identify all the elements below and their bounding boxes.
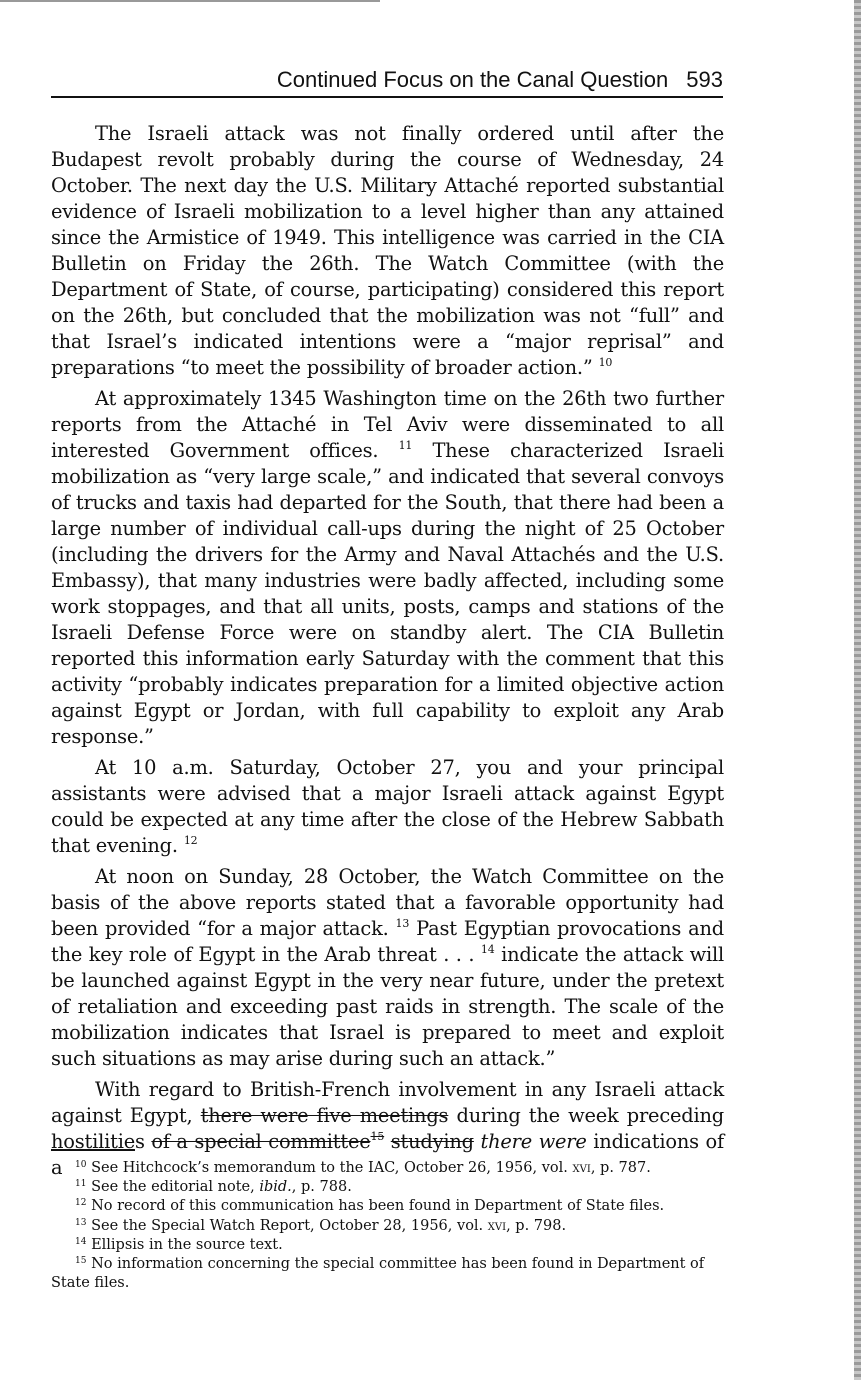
paragraph-text: indicate the attack will be launched against Egypt in the very near future, under the pretext of retaliation and exceeding past raids in strength. The scale of the mobilization indicates that Israel is prepared to meet and exploit such situations as may arise during such an attack.” <box>51 943 725 1070</box>
paragraph-4 <box>51 864 724 1072</box>
footnote-text: , p. 788. <box>291 1179 352 1196</box>
footnote-text: See Hitchcock’s memorandum to the IAC, October 26, 1956, vol. <box>91 1160 568 1176</box>
footnote-ref: 15 <box>370 1130 385 1143</box>
footnote-number: 15 <box>75 1256 87 1267</box>
volume-numeral: xvi <box>572 1160 591 1176</box>
footnote-number: 14 <box>75 1236 87 1247</box>
struck-text: studying <box>390 1130 474 1153</box>
page-number: 593 <box>686 67 723 92</box>
footnote-ref: 10 <box>598 356 613 369</box>
paragraph-text: At noon on Sunday, 28 October, the Watch Committee on the basis of the above reports stated that a favorable opportunity had been provided “for a major attack. <box>51 865 724 940</box>
footnote-number: 10 <box>75 1160 87 1170</box>
footnote-rule <box>51 1149 135 1151</box>
footnote-number: 13 <box>75 1217 87 1228</box>
running-title: Continued Focus on the Canal Question <box>276 67 669 92</box>
running-header <box>51 64 723 96</box>
footnote-text: See the Special Watch Report, October 28, 1956, vol. <box>91 1217 484 1234</box>
header-rule <box>51 96 723 98</box>
footnote-text: , p. 787. <box>590 1160 651 1176</box>
footnote-text: Ellipsis in the source text. <box>91 1236 283 1253</box>
footnote-ref: 11 <box>398 439 413 452</box>
struck-text: of a special committee <box>151 1130 371 1153</box>
footnote-number: 11 <box>75 1179 87 1190</box>
paragraph-text: With regard to British-French involvement in any Israeli attack against Egypt, <box>51 1078 724 1127</box>
footnote-ref: 13 <box>395 917 410 930</box>
paragraph-text: At approximately 1345 Washington time on the 26th two further reports from the Attaché in Tel Aviv were disseminated to all interested Government offices. <box>51 387 724 462</box>
scan-right-edge <box>854 0 861 1380</box>
footnote-italic: ibid. <box>259 1179 292 1196</box>
footnote-13 <box>51 1217 725 1236</box>
paragraph-3 <box>51 755 724 859</box>
paragraph-text: Past Egyptian provocations and the key role of Egypt in the Arab threat . . . <box>51 917 724 966</box>
body-text <box>51 121 724 1186</box>
footnote-text: No record of this communication has been found in Department of State files. <box>91 1198 665 1215</box>
footnote-text: , p. 798. <box>506 1217 567 1234</box>
paragraph-text: These characterized Israeli mobilization as “very large scale,” and indicated that several convoys of trucks and taxis had departed for the South, that there had been a large number of individual call-ups during the night of 25 October (including the drivers for the Army and Naval Attachés and the U.S. Embassy), that many industries were badly affected, including some work stoppages, and that all units, posts, camps and stations of the Israeli Defense Force were on standby alert. The CIA Bulletin reported this information early Saturday with the comment that this activity “probably indicates preparation for a limited objective action against Egypt or Jordan, with full capability to exploit any Arab response.” <box>51 439 724 748</box>
footnote-12 <box>51 1197 725 1216</box>
paragraph-text: indications of a <box>51 1130 724 1179</box>
scan-top-rule <box>0 0 380 2</box>
footnote-text: No information concerning the special committee has been found in Department of State files. <box>51 1256 705 1292</box>
footnotes <box>51 1159 725 1293</box>
struck-text: there were five meetings <box>200 1104 449 1127</box>
paragraph-2 <box>51 386 724 750</box>
paragraph-text: At 10 a.m. Saturday, October 27, you and your principal assistants were advised that a major Israeli attack against Egypt could be expected at any time after the close of the Hebrew Sabbath that evening. <box>51 756 724 857</box>
italic-insertion: there were <box>480 1130 587 1153</box>
paragraph-1 <box>51 121 724 381</box>
footnote-number: 12 <box>75 1198 87 1209</box>
volume-numeral: xvi <box>487 1217 507 1234</box>
footnote-14 <box>51 1236 725 1255</box>
footnote-11 <box>51 1178 725 1197</box>
footnote-10 <box>51 1159 725 1178</box>
footnote-ref: 12 <box>183 834 198 847</box>
footnote-ref: 14 <box>480 943 495 956</box>
paragraph-text: The Israeli attack was not finally ordered until after the Budapest revolt probably during the course of Wednesday, 24 October. The next day the U.S. Military Attaché reported substantial evidence of Israeli mobilization to a level higher than any attained since the Armistice of 1949. This intelligence was carried in the CIA Bulletin on Friday the 26th. The Watch Committee (with the Department of State, of course, participating) considered this report on the 26th, but concluded that the mobilization was not “full” and that Israel’s indicated intentions were a “major reprisal” and preparations “to meet the possibility of broader action.” <box>51 122 724 379</box>
footnote-text: See the editorial note, <box>91 1179 255 1196</box>
paragraph-text: during the week preceding hostilities <box>51 1104 724 1153</box>
footnote-15 <box>51 1255 725 1293</box>
